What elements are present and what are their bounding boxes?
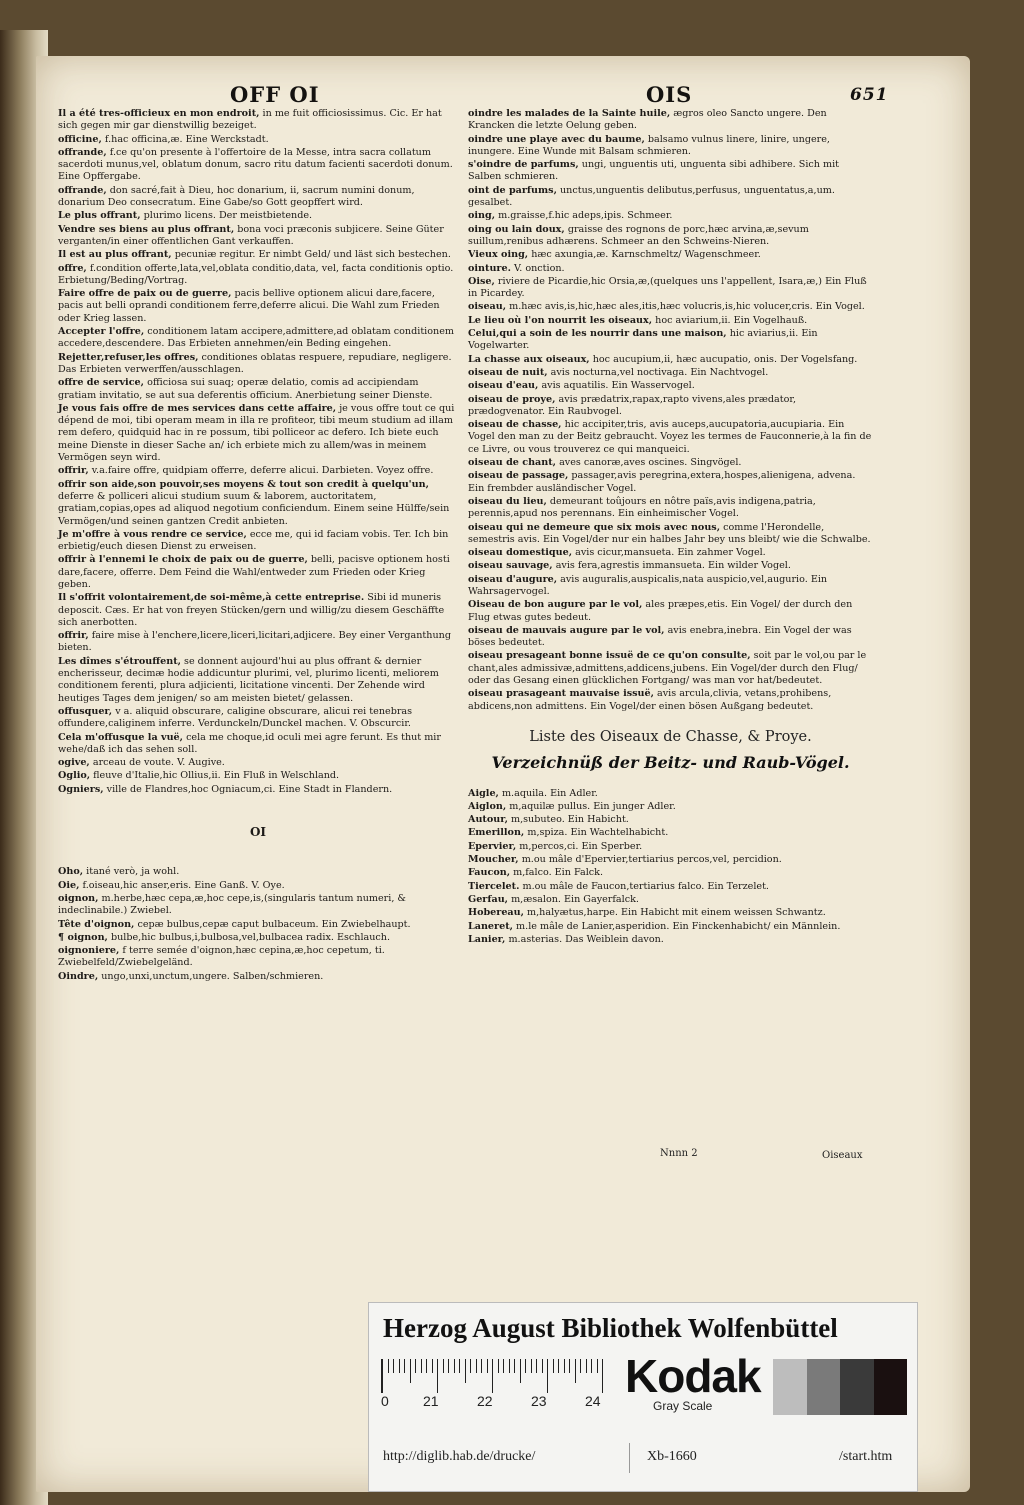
entry-headword: oiseau de mauvais augure par le vol, [468, 624, 665, 636]
entry-definition: m,spiza. Ein Wachtelhabicht. [527, 827, 669, 839]
dictionary-entry [58, 770, 458, 782]
ruler-tick [542, 1359, 543, 1373]
dictionary-entry [58, 592, 458, 629]
dictionary-entry [468, 276, 873, 301]
dictionary-entry [468, 470, 873, 495]
entry-definition: pecuniæ regitur. Er nimbt Geld/ und läst sich bestechen. [174, 249, 451, 261]
dictionary-entry [58, 706, 458, 731]
entry-definition: m.graisse,f.hic adeps,ipis. Schmeer. [498, 210, 673, 222]
entry-headword: Oindre, [58, 970, 99, 982]
page-number: 651 [850, 85, 889, 105]
entry-headword: Le lieu où l'on nourrit les oiseaux, [468, 314, 653, 326]
ruler-tick [575, 1359, 576, 1383]
ruler-tick [498, 1359, 499, 1373]
dictionary-entry [468, 108, 873, 133]
ruler-tick [520, 1359, 521, 1383]
entry-headword: Je m'offre à vous rendre ce service, [58, 528, 247, 540]
entry-definition: bona voci præconis subjicere. Seine Güter verganten/in einer offentlichen Gant verkauffen. [58, 223, 444, 247]
entry-headword: oiseau domestique, [468, 547, 573, 559]
ruler-tick [525, 1359, 526, 1373]
entry-headword: Oho, [58, 866, 84, 878]
entry-definition: se donnent aujourd'hui au plus offrant & dernier encherisseur, decimæ hodie addicuntur plurimi, vel, plurimo licenti, meliorem conditionem ferenti, plura adjicienti, licitatione vincenti. Der Zehende wird heutiges Tages dem jenigen/ so am meisten bietet/ gelassen. [58, 655, 439, 704]
entry-definition: ecce me, qui id faciam vobis. Ter. Ich bin erbietig/euch diesen Dienst zu erweisen. [58, 528, 449, 553]
entry-headword: Faucon, [468, 867, 511, 879]
entry-headword: Les dîmes s'étrouffent, [58, 655, 181, 667]
section-letter: OI [249, 825, 267, 840]
entry-definition: m,falco. Ein Falck. [513, 867, 604, 879]
dictionary-entry [468, 315, 873, 327]
ruler-tick [470, 1359, 471, 1373]
dictionary-entry [468, 801, 873, 813]
ruler-tick [393, 1359, 394, 1373]
ruler-number: 24 [585, 1393, 601, 1409]
dictionary-entry [468, 263, 873, 275]
ruler-tick [514, 1359, 515, 1373]
entry-headword: ¶ oignon, [58, 931, 108, 943]
entry-headword: Moucher, [468, 854, 519, 866]
entry-headword: oing ou lain doux, [468, 223, 565, 235]
ruler-tick [415, 1359, 416, 1373]
entry-definition: hoc aucupium,ii, hæc aucupatio, onis. Der Vogelsfang. [592, 353, 858, 365]
dictionary-entry [58, 326, 458, 351]
entry-headword: Gerfau, [468, 893, 509, 905]
dictionary-entry [468, 419, 873, 456]
entry-definition: v.a.faire offre, quidpiam offerre, deferre alicui. Darbieten. Voyez offre. [91, 465, 434, 477]
dictionary-entry [58, 224, 458, 249]
dictionary-entry [468, 367, 873, 379]
entry-headword: Il est au plus offrant, [58, 249, 172, 261]
label-divider [629, 1443, 630, 1473]
entry-headword: ogive, [58, 757, 90, 769]
entry-definition: V. onction. [514, 262, 565, 274]
dictionary-entry [468, 159, 873, 184]
entry-headword: oiseau de nuit, [468, 366, 548, 378]
ruler-tick [564, 1359, 565, 1373]
ruler-tick [503, 1359, 504, 1373]
entry-headword: Oiseau de bon augure par le vol, [468, 599, 643, 611]
dictionary-entry [58, 732, 458, 757]
shelfmark: Xb-1660 [647, 1449, 697, 1464]
dictionary-entry [58, 529, 458, 554]
dictionary-entry [58, 352, 458, 377]
entry-definition: ales præpes,etis. Ein Vogel/ der durch den Flug etwas gutes bedeut. [468, 599, 853, 623]
entry-definition: m.le mâle de Lanier,asperidion. Ein Finckenhabicht/ ein Männlein. [516, 920, 841, 932]
dictionary-entry [468, 814, 873, 826]
entry-headword: oiseau de chant, [468, 457, 557, 469]
entry-headword: Emerillon, [468, 827, 525, 839]
dictionary-entry [58, 249, 458, 261]
entry-headword: oiseau qui ne demeure que six mois avec nous, [468, 521, 721, 533]
entry-headword: Lanier, [468, 933, 506, 945]
entry-definition: ungo,unxi,unctum,ungere. Salben/schmieren. [101, 970, 324, 982]
dictionary-entry [468, 560, 873, 572]
entry-definition: conditionem latam accipere,admittere,ad oblatam conditionem accedere,descendere. Das Erbieten annehmen/ein Beding eingehen. [58, 326, 454, 350]
dictionary-entry [58, 784, 458, 796]
entry-headword: Autour, [468, 814, 508, 826]
entry-definition: avis cicur,mansueta. Ein zahmer Vogel. [575, 547, 766, 559]
entry-definition: m,æsalon. Ein Gayerfalck. [511, 893, 639, 905]
entry-headword: Je vous fais offre de mes services dans cette affaire, [58, 402, 337, 414]
entry-headword: Tête d'oignon, [58, 918, 135, 930]
entry-headword: oindre une playe avec du baume, [468, 133, 645, 145]
ruler-tick [476, 1359, 477, 1373]
entry-definition: ville de Flandres,hoc Ogniacum,ci. Eine Stadt in Flandern. [106, 783, 393, 795]
entry-definition: belli, pacisve optionem hosti dare,facere, offerre. Dem Feind die Wahl/entweder zum Frieden oder Krieg geben. [58, 554, 450, 590]
kodak-logo: Kodak [625, 1350, 761, 1402]
ruler-tick [437, 1359, 438, 1393]
dictionary-entry [58, 288, 458, 325]
ruler-tick [580, 1359, 581, 1373]
dictionary-entry [58, 185, 458, 210]
dictionary-entry [58, 757, 458, 769]
entry-headword: offre, [58, 262, 87, 274]
entry-definition: pacis bellive optionem alicui dare,facere, pacis aut belli oprandi conditionem ferre,deferre alicui. Die Wahl zum Frieden oder Krieg lassen. [58, 288, 440, 324]
entry-headword: oiseau de passage, [468, 470, 569, 482]
ruler-tick [426, 1359, 427, 1373]
start-path: /start.htm [839, 1449, 893, 1464]
dictionary-entry [468, 185, 873, 210]
ruler-tick [509, 1359, 510, 1373]
entry-definition: hoc aviarium,ii. Ein Vogelhauß. [655, 314, 808, 326]
ruler-tick [602, 1359, 603, 1393]
entry-headword: ointure. [468, 262, 511, 274]
entry-definition: hic aviarius,ii. Ein Vogelwarter. [468, 328, 818, 352]
entry-definition: m.ou mâle de Faucon,tertiarius falco. Ein Terzelet. [522, 880, 769, 892]
ruler-tick [459, 1359, 460, 1373]
entry-headword: offrir son aide,son pouvoir,ses moyens & tout son credit à quelqu'un, [58, 478, 429, 490]
dictionary-entry [58, 880, 458, 892]
ruler-tick [399, 1359, 400, 1373]
entry-headword: oiseau de chasse, [468, 419, 562, 431]
dictionary-entry [468, 688, 873, 713]
dictionary-entry [468, 354, 873, 366]
entry-definition: balsamo vulnus linere, linire, ungere, inungere. Eine Wunde mit Balsam schmieren. [468, 133, 830, 157]
entry-definition: aves canoræ,aves oscines. Singvögel. [559, 457, 742, 469]
catchword: Oiseaux [822, 1150, 863, 1161]
entry-definition: je vous offre tout ce qui dépend de moi, tibi operam meam in illa re profiteor, tibi meum studium ad illam rem defero, quidquid hac in re possum, tibi polliceor ac defero. Ich biete euch meine Dienste in dieser Sache an/ ich erbiete mich zu allem/was in meinem Vermögen seyn wird. [58, 402, 455, 464]
ruler-number: 21 [423, 1393, 439, 1409]
running-head-left: OFF OI [230, 82, 320, 107]
gray-swatch [807, 1359, 841, 1415]
ruler-tick [481, 1359, 482, 1373]
dictionary-entry [468, 301, 873, 313]
entry-definition: hic accipiter,tris, avis auceps,aucupatoria,aucupiaria. Ein Vogel den man zu der Beitz gebraucht. Voyez les termes de Fauconnerie,à la fin de ce Livre, ou vous trouverez ce qui manqueici. [468, 419, 872, 455]
dictionary-entry [58, 465, 458, 477]
dictionary-entry [468, 788, 873, 800]
entry-definition: m.asterias. Das Weiblein davon. [508, 933, 664, 945]
dictionary-entry [58, 971, 458, 983]
entry-headword: Tiercelet. [468, 880, 520, 892]
dictionary-entry [468, 547, 873, 559]
dictionary-entry [58, 108, 458, 133]
entry-definition: bulbe,hic bulbus,i,bulbosa,vel,bulbacea radix. Eschlauch. [110, 931, 391, 943]
ruler-number: 23 [531, 1393, 547, 1409]
gray-swatch [874, 1359, 908, 1415]
entry-headword: Il a été tres-officieux en mon endroit, [58, 108, 260, 119]
dictionary-entry [468, 599, 873, 624]
ruler-tick [432, 1359, 433, 1373]
entry-definition: m.aquila. Ein Adler. [501, 787, 598, 799]
ruler-tick [443, 1359, 444, 1373]
ruler-number: 22 [477, 1393, 493, 1409]
ruler-tick [536, 1359, 537, 1373]
entry-headword: oiseau d'eau, [468, 380, 539, 392]
dictionary-entry [58, 263, 458, 288]
entry-headword: Vieux oing, [468, 249, 529, 261]
entry-headword: Hobereau, [468, 907, 524, 919]
entry-headword: oing, [468, 210, 496, 222]
entry-headword: Oise, [468, 275, 495, 287]
dictionary-entry [58, 866, 458, 878]
entry-definition: avis aquatilis. Ein Wasservogel. [541, 380, 695, 392]
left-column [58, 108, 458, 984]
entry-headword: oindre les malades de la Sainte huile, [468, 108, 671, 119]
entry-definition: fleuve d'Italie,hic Ollius,ii. Ein Fluß in Welschland. [93, 770, 340, 782]
gray-swatch [773, 1359, 807, 1415]
entry-headword: offre de service, [58, 377, 144, 389]
entry-definition: Sibi id muneris deposcit. Cæs. Er hat von freyen Stücken/gern und willig/zu diesem Geschäffte sich anerbotten. [58, 592, 445, 628]
entry-definition: m.hæc avis,is,hic,hæc ales,itis,hæc volucris,is,hic volucer,cris. Ein Vogel. [509, 301, 865, 313]
entry-definition: f terre semée d'oignon,hæc cepina,æ,hoc cepetum, ti. Zwiebelfeld/Zwiebelgeländ. [58, 945, 385, 969]
dictionary-entry [468, 881, 873, 893]
ruler-tick [454, 1359, 455, 1373]
list-title-german: Verzeichnüß der Beitz- und Raub-Vögel. [491, 753, 850, 773]
entry-headword: offrande, [58, 146, 107, 158]
dictionary-entry [58, 147, 458, 184]
entry-headword: offrir, [58, 630, 89, 642]
running-head-right: OIS [646, 82, 693, 107]
entry-definition: don sacré,fait à Dieu, hoc donarium, ii, sacrum numini donum, donarium Deo consecratum. Eine Gabe/so Gott geopffert wird. [58, 184, 415, 209]
signature-mark: Nnnn 2 [660, 1148, 698, 1159]
entry-definition: demeurant toûjours en nôtre païs,avis indigena,patria, perennis,apud nos perennans. Ein einheimischer Vogel. [468, 495, 816, 520]
entry-headword: oiseau sauvage, [468, 560, 553, 572]
entry-headword: Il s'offrit volontairement,de soi-même,à cette entreprise. [58, 592, 365, 604]
entry-definition: m.herbe,hæc cepa,æ,hoc cepe,is,(singularis tantum numeri, & indeclinabile.) Zwiebel. [58, 892, 406, 917]
dictionary-entry [468, 380, 873, 392]
entry-headword: offrir à l'ennemi le choix de paix ou de guerre, [58, 554, 308, 566]
entry-headword: offusquer, [58, 705, 113, 717]
entry-definition: soit par le vol,ou par le chant,ales admissivæ,admittens,addicens,jubens. Ein Vogel/der durch den Flug/ oder das Gesang einen glücklichen Fortgang/ was man vor hat/bedeutet. [468, 650, 867, 687]
entry-definition: passager,avis peregrina,extera,hospes,alienigena, advena. Ein frembder ausländischer Vogel. [468, 470, 856, 494]
dictionary-entry [58, 377, 458, 402]
dictionary-entry [468, 574, 873, 599]
entry-headword: Epervier, [468, 840, 517, 852]
entry-definition: comme l'Herondelle, semestris avis. Ein Vogel/der nur ein halbes Jahr bey uns bleibt/ wie die Schwalbe. [468, 521, 871, 545]
entry-headword: oiseau prasageant mauvaise issuë, [468, 688, 654, 700]
dictionary-entry [468, 249, 873, 261]
dictionary-entry [468, 457, 873, 469]
ruler-tick [487, 1359, 488, 1373]
list-title-french: Liste des Oiseaux de Chasse, & Proye. [529, 728, 812, 745]
ruler-tick [547, 1359, 548, 1393]
ruler-tick [569, 1359, 570, 1373]
entry-headword: offrande, [58, 184, 107, 196]
entry-headword: Faire offre de paix ou de guerre, [58, 288, 232, 300]
ruler-tick [558, 1359, 559, 1373]
ruler-tick [531, 1359, 532, 1373]
entry-headword: Aigle, [468, 787, 499, 799]
entry-headword: Accepter l'offre, [58, 326, 145, 338]
entry-definition: hæc axungia,æ. Karnschmeltz/ Wagenschmeer. [531, 249, 761, 261]
ruler-tick [421, 1359, 422, 1373]
ruler-tick [553, 1359, 554, 1373]
entry-headword: oignoniere, [58, 945, 120, 957]
dictionary-entry [468, 867, 873, 879]
entry-headword: Laneret, [468, 920, 513, 932]
right-column [468, 108, 873, 947]
entry-headword: oignon, [58, 892, 99, 904]
entry-headword: Oglio, [58, 770, 91, 782]
entry-headword: Ogniers, [58, 783, 104, 795]
gray-scale-caption: Gray Scale [653, 1399, 713, 1413]
entry-definition: avis prædatrix,rapax,rapto vivens,ales prædator, prædogvenator. Ein Raubvogel. [468, 393, 796, 417]
dictionary-entry [468, 894, 873, 906]
entry-definition: in me fuit officiosissimus. Cic. Er hat sich gegen mir gar dienstwillig bezeiget. [58, 108, 442, 132]
digital-library-url: http://diglib.hab.de/drucke/ [383, 1449, 536, 1464]
entry-headword: La chasse aux oiseaux, [468, 353, 590, 365]
entry-headword: Rejetter,refuser,les offres, [58, 351, 199, 363]
dictionary-entry [468, 134, 873, 159]
dictionary-entry [468, 854, 873, 866]
ruler-tick [388, 1359, 389, 1373]
entry-definition: m,percos,ci. Ein Sperber. [519, 840, 643, 852]
entry-definition: f.condition offerte,lata,vel,oblata conditio,data, vel, facta conditionis optio. Erbietung/Beding/Vortrag. [58, 262, 454, 286]
entry-headword: Oie, [58, 879, 80, 891]
dictionary-entry [468, 394, 873, 419]
entry-definition: ungi, unguentis uti, unguenta sibi adhibere. Sich mit Salben schmieren. [468, 159, 840, 183]
entry-definition: f.oiseau,hic anser,eris. Eine Ganß. V. Oye. [82, 879, 285, 891]
ruler-tick [448, 1359, 449, 1373]
entry-definition: deferre & polliceri alicui studium suum & laborem, auctoritatem, gratiam,copias,opes ad aliquod negotium conficiendum. Einem seine Hülffe/sein Vermögen/und seinen gantzen Credit anbieten. [58, 490, 450, 527]
ruler-tick [591, 1359, 592, 1373]
entry-definition: f.hac officina,æ. Eine Werckstadt. [104, 133, 269, 145]
entry-definition: cepæ bulbus,cepæ caput bulbaceum. Ein Zwiebelhaupt. [137, 918, 411, 930]
entry-definition: avis auguralis,auspicalis,nata auspicio,vel,augurio. Ein Wahrsagervogel. [468, 573, 828, 597]
dictionary-entry [468, 934, 873, 946]
entry-definition: avis enebra,inebra. Ein Vogel der was böses bedeutet. [468, 624, 852, 649]
dictionary-entry [58, 919, 458, 931]
dictionary-entry [468, 522, 873, 547]
gray-swatches [773, 1359, 907, 1415]
entry-definition: arceau de voute. V. Augive. [92, 757, 225, 769]
entry-definition: m,halyætus,harpe. Ein Habicht mit einem weissen Schwantz. [527, 907, 826, 919]
entry-headword: Celui,qui a soin de les nourrir dans une maison, [468, 328, 727, 340]
entry-definition: avis nocturna,vel noctivaga. Ein Nachtvogel. [550, 366, 769, 378]
dictionary-entry [468, 210, 873, 222]
dictionary-entry [468, 625, 873, 650]
ruler-number: 0 [381, 1393, 389, 1409]
dictionary-entry [58, 134, 458, 146]
entry-definition: graisse des rognons de porc,hæc arvina,æ,sevum suillum,renibus adhærens. Schmeer an den Schweins-Nieren. [468, 223, 809, 247]
entry-definition: m.ou mâle d'Epervier,tertiarius percos,vel, percidion. [521, 854, 782, 866]
dictionary-entry [468, 496, 873, 521]
entry-headword: oiseau d'augure, [468, 573, 558, 585]
dictionary-entry [58, 479, 458, 528]
entry-headword: oiseau du lieu, [468, 495, 547, 507]
entry-headword: s'oindre de parfums, [468, 159, 579, 171]
dictionary-entry [468, 827, 873, 839]
entry-definition: m,aquilæ pullus. Ein junger Adler. [509, 800, 676, 812]
entry-headword: Aiglon, [468, 800, 507, 812]
dictionary-entry [468, 907, 873, 919]
entry-definition: riviere de Picardie,hic Orsia,æ,(quelques uns l'appellent, Isara,æ,) Ein Fluß in Picardey. [468, 275, 867, 300]
dictionary-entry [58, 403, 458, 464]
entry-definition: conditiones oblatas respuere, repudiare, negligere. Das Erbieten verwerffen/ausschlagen. [58, 351, 452, 375]
ruler-tick [404, 1359, 405, 1373]
dictionary-entry [58, 554, 458, 591]
entry-definition: officiosa sui suaq; operæ delatio, comis ad accipiendam gratiam invitatio, se aut sua deferentis officium. Anerbietung seiner Dienste. [58, 377, 433, 401]
entry-headword: oint de parfums, [468, 184, 557, 196]
dictionary-entry [58, 932, 458, 944]
dictionary-entry [468, 328, 873, 353]
ruler-tick [410, 1359, 411, 1383]
ruler-scale [381, 1359, 612, 1393]
entry-headword: oiseau presageant bonne issuë de ce qu'on consulte, [468, 650, 751, 662]
entry-definition: cela me choque,id oculi mei agre ferunt. Es thut mir wehe/daß ich das sehen soll. [58, 731, 441, 755]
entry-definition: plurimo licens. Der meistbietende. [143, 210, 313, 222]
dictionary-entry [468, 650, 873, 687]
dictionary-entry [468, 224, 873, 249]
entry-headword: oiseau, [468, 301, 507, 313]
entry-headword: offrir, [58, 465, 89, 477]
library-label [368, 1302, 918, 1492]
entry-definition: v a. aliquid obscurare, caligine obscurare, alicui rei tenebras offundere,caliginem inferre. Verdunckeln/Dunckel machen. V. Obscurcir. [58, 705, 413, 730]
ruler-tick [465, 1359, 466, 1383]
entry-definition: f.ce qu'on presente à l'offertoire de la Messe, intra sacra collatum sacerdoti munus,vel, oblatum donum, sacro ritu datum facienti sacerdoti donum. Eine Opffergabe. [58, 146, 453, 183]
dictionary-entry [58, 945, 458, 970]
entry-definition: avis arcula,clivia, vetans,prohibens, abdicens,non admittens. Ein Vogel/der einen bösen Außgang bedeutet. [468, 688, 832, 712]
dictionary-entry [58, 210, 458, 222]
entry-headword: oiseau de proye, [468, 393, 556, 405]
entry-headword: officine, [58, 133, 102, 145]
entry-definition: unctus,unguentis delibutus,perfusus, unguentatus,a,um. gesalbet. [468, 184, 835, 209]
ruler-tick [586, 1359, 587, 1373]
entry-headword: Cela m'offusque la vuë, [58, 731, 183, 743]
library-name: Herzog August Bibliothek Wolfenbüttel [383, 1313, 838, 1343]
dictionary-entry [468, 921, 873, 933]
entry-definition: ægros oleo Sancto ungere. Den Krancken die letzte Oelung geben. [468, 108, 827, 132]
dictionary-entry [58, 656, 458, 705]
entry-definition: itané verò, ja wohl. [86, 866, 180, 878]
entry-definition: avis fera,agrestis immansueta. Ein wilder Vogel. [555, 560, 791, 572]
entry-definition: faire mise à l'enchere,licere,liceri,licitari,adjicere. Bey einer Verganthung bieten. [58, 630, 451, 654]
dictionary-entry [468, 841, 873, 853]
ruler-tick [597, 1359, 598, 1373]
dictionary-entry [58, 893, 458, 918]
entry-headword: Le plus offrant, [58, 210, 141, 222]
entry-definition: m,subuteo. Ein Habicht. [510, 814, 629, 826]
ruler-tick [492, 1359, 493, 1393]
entry-headword: Vendre ses biens au plus offrant, [58, 223, 235, 235]
gray-swatch [840, 1359, 874, 1415]
ruler-tick [382, 1359, 383, 1393]
dictionary-entry [58, 630, 458, 655]
